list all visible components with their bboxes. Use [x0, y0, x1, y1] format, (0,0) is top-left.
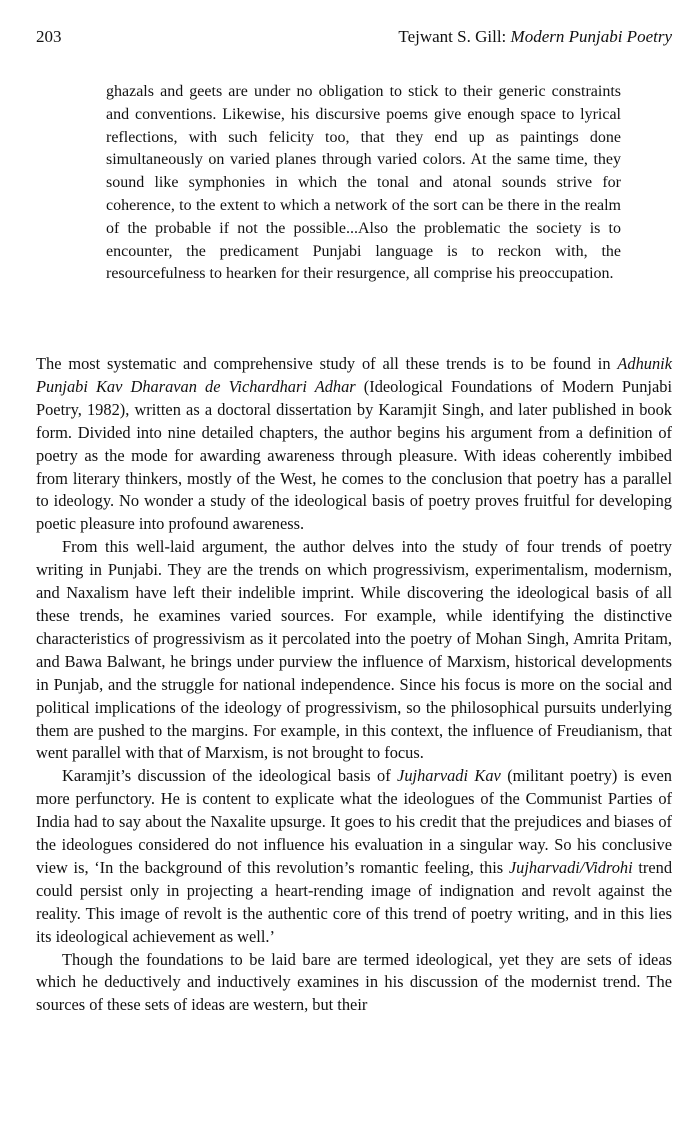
paragraph-2: From this well-laid argument, the author delves into the study of four trends of poetry writing in Punjabi. They are the trends on which progressivism, experimentalism, modernism, and Naxalism have left their indelible imprint. While discovering the ideological basis of all these trends, he examines varied sources. For example, while identifying the distinctive characteristics of progressivism as it percolated into the poetry of Mohan Singh, Amrita Pritam, and Bawa Balwant, he brings under purview the influence of Marxism, historical developments in Punjab, and the struggle for national independence. Since his focus is more on the social and political implications of the ideology of progressivism, so the philosophical pursuits underlying them are pushed to the margins. For example, in this context, the influence of Freudianism, that went parallel with that of Marxism, is not brought to focus.: [36, 537, 672, 763]
paragraph-1-text-b: (Ideological Foundations of Modern Punjabi Poetry, 1982), written as a doctoral dissertation by Karamjit Singh, and later published in book form. Divided into nine detailed chapters, the author begins his argument from a definition of poetry as the mode for awarding awareness through pleasure. With ideas coherently imbibed from literary thinkers, mostly of the West, he comes to the conclusion that poetry has a parallel to ideology. No wonder a study of the ideological basis of poetry proves fruitful for developing poetic pleasure into profound awareness.: [36, 376, 673, 534]
jujharvadi-kav-italic: Jujharvadi Kav: [397, 766, 501, 786]
paragraph-3-text-c: trend could persist only in projecting a heart-rending image of indignation and revolt against the reality. This image of revolt is the authentic core of this trend of poetry writing, and in this lies its ideological achievement as well.’: [36, 857, 673, 946]
paragraph-3: [36, 765, 672, 948]
running-head-author: Tejwant S. Gill:: [398, 27, 507, 46]
paragraph-3-text-b: (militant poetry) is even more perfunctory. He is content to explicate what the ideologues of the Communist Parties of India had to say about the Naxalite upsurge. It goes to his credit that the prejudices and biases of the ideologues considered do not influence his evaluation in a singular way. So his conclusive view is, ‘In the background of this revolution’s romantic feeling, this: [36, 766, 672, 877]
page-number: 203: [36, 27, 62, 46]
jujharvadi-vidrohi-italic: Jujharvadi/Vidrohi: [508, 857, 633, 877]
paragraph-3-text-a: Karamjit’s discussion of the ideological basis of: [62, 766, 398, 786]
block-quote: ghazals and geets are under no obligation to stick to their generic constraints and conventions. Likewise, his discursive poems give enough space to lyrical reflections, with such felicity too, that they end up as paintings done simultaneously on varied planes through varied colors. At the same time, they sound like symphonies in which the tonal and atonal sounds strive for coherence, to the extent to which a network of the sort can be there in the realm of the probable if not the possible...Also the problematic the society is to encounter, the predicament Punjabi language is to reckon with, the resourcefulness to hearken for their resurgence, all comprise his preoccupation.: [106, 83, 621, 283]
page-header: [36, 26, 672, 48]
paragraph-1-text-a: The most systematic and comprehensive study of all these trends is to be found in: [36, 354, 618, 373]
book-title-italic: Adhunik Punjabi Kav Dharavan de Vichardhari Adhar: [36, 354, 672, 396]
paragraph-4: Though the foundations to be laid bare are termed ideological, yet they are sets of ideas which he deductively and inductively examines in his discussion of the modernist trend. The sources of these sets of ideas are western, but their: [36, 949, 672, 1015]
running-head: [398, 26, 672, 48]
paragraph-1: [36, 353, 672, 536]
body-text: [36, 353, 672, 1017]
running-head-title: Modern Punjabi Poetry: [510, 27, 672, 46]
